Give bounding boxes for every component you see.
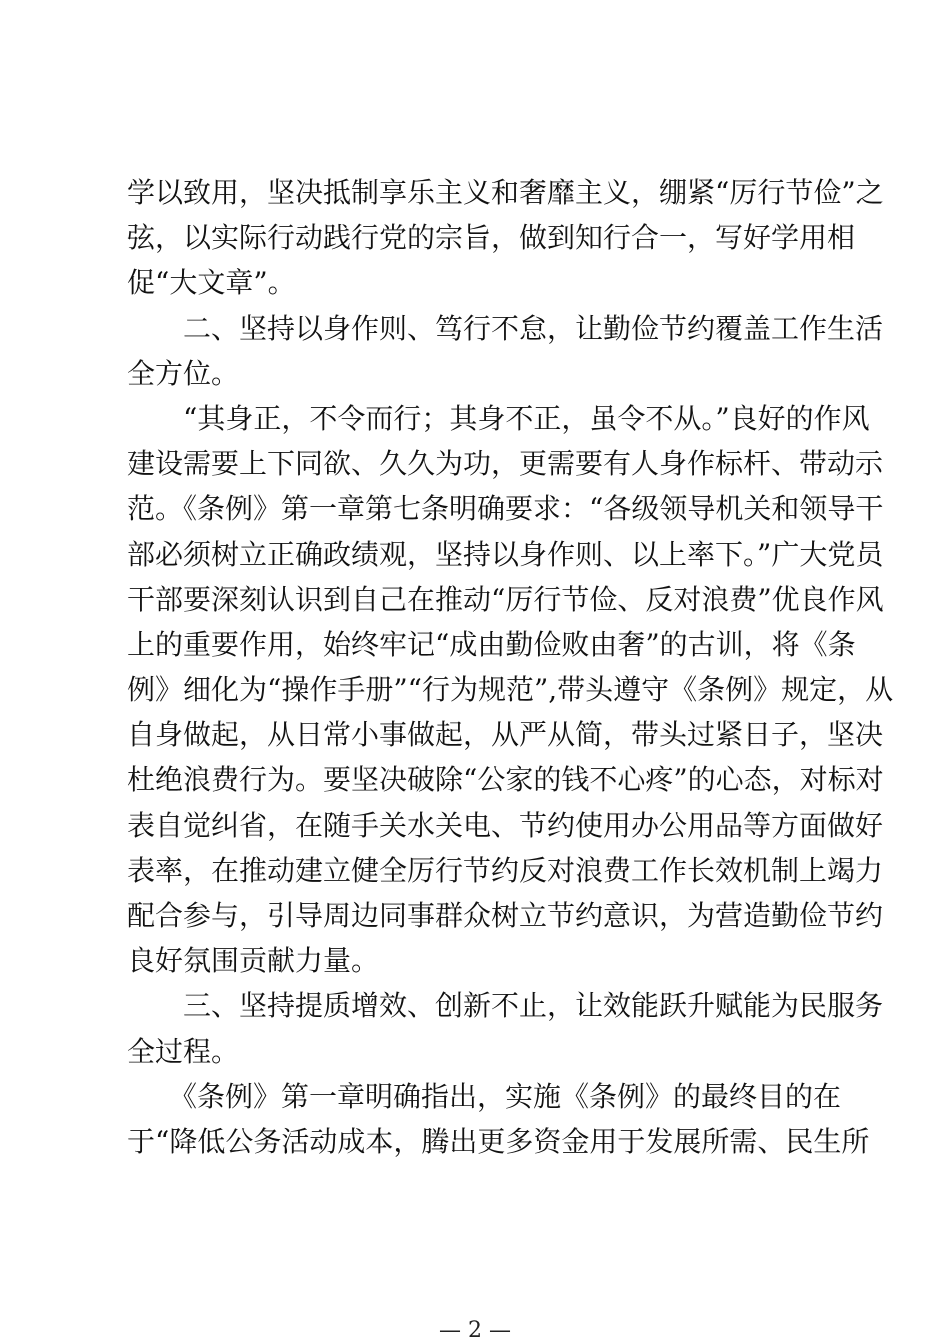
text-line: 良好氛围贡献力量。 (127, 944, 380, 978)
document-body (127, 170, 894, 1164)
text-line: 弦，以实际行动践行党的宗旨，做到知行合一，写好学用相 (127, 221, 856, 255)
text-line: 配合参与，引导周边同事群众树立节约意识，为营造勤俭节约 (127, 899, 884, 932)
text-line: 例》细化为“操作手册”“行为规范”,带头遵守《条例》规定，从 (127, 673, 894, 707)
section-heading-3-cont: 全过程。 (127, 1034, 240, 1068)
text-line: 杜绝浪费行为。要坚决破除“公家的钱不心疼”的心态，对标对 (127, 763, 884, 797)
text-line: 建设需要上下同欲、久久为功，更需要有人身作标杆、带动示 (127, 447, 884, 481)
text-line: 促“大文章”。 (127, 266, 296, 300)
page-number: — 2 — (439, 1318, 511, 1343)
text-line: 干部要深刻认识到自己在推动“厉行节俭、反对浪费”优良作风 (127, 582, 884, 616)
text-line: 表率，在推动建立健全厉行节约反对浪费工作长效机制上竭力 (127, 853, 884, 887)
text-line: 部必须树立正确政绩观，坚持以身作则、以上率下。”广大党员 (127, 537, 884, 571)
text-line: 上的重要作用，始终牢记“成由勤俭败由奢”的古训，将《条 (127, 627, 856, 661)
text-line: 《条例》第一章明确指出，实施《条例》的最终目的在 (127, 1079, 842, 1113)
section-heading-2: 二、坚持以身作则、笃行不怠，让勤俭节约覆盖工作生活 (127, 311, 884, 345)
text-line: “其身正，不令而行；其身不正，虽令不从。”良好的作风 (127, 401, 870, 435)
text-line: 学以致用，坚决抵制享乐主义和奢靡主义，绷紧“厉行节俭”之 (127, 176, 884, 209)
text-line: 表自觉纠省，在随手关水关电、节约使用办公用品等方面做好 (127, 808, 884, 842)
text-line: 自身做起，从日常小事做起，从严从简，带头过紧日子，坚决 (127, 718, 884, 752)
section-heading-2-cont: 全方位。 (127, 356, 240, 390)
text-line: 于“降低公务活动成本，腾出更多资金用于发展所需、民生所 (127, 1124, 870, 1158)
text-line: 范。《条例》第一章第七条明确要求：“各级领导机关和领导干 (127, 492, 884, 526)
section-heading-3: 三、坚持提质增效、创新不止，让效能跃升赋能为民服务 (127, 989, 884, 1023)
